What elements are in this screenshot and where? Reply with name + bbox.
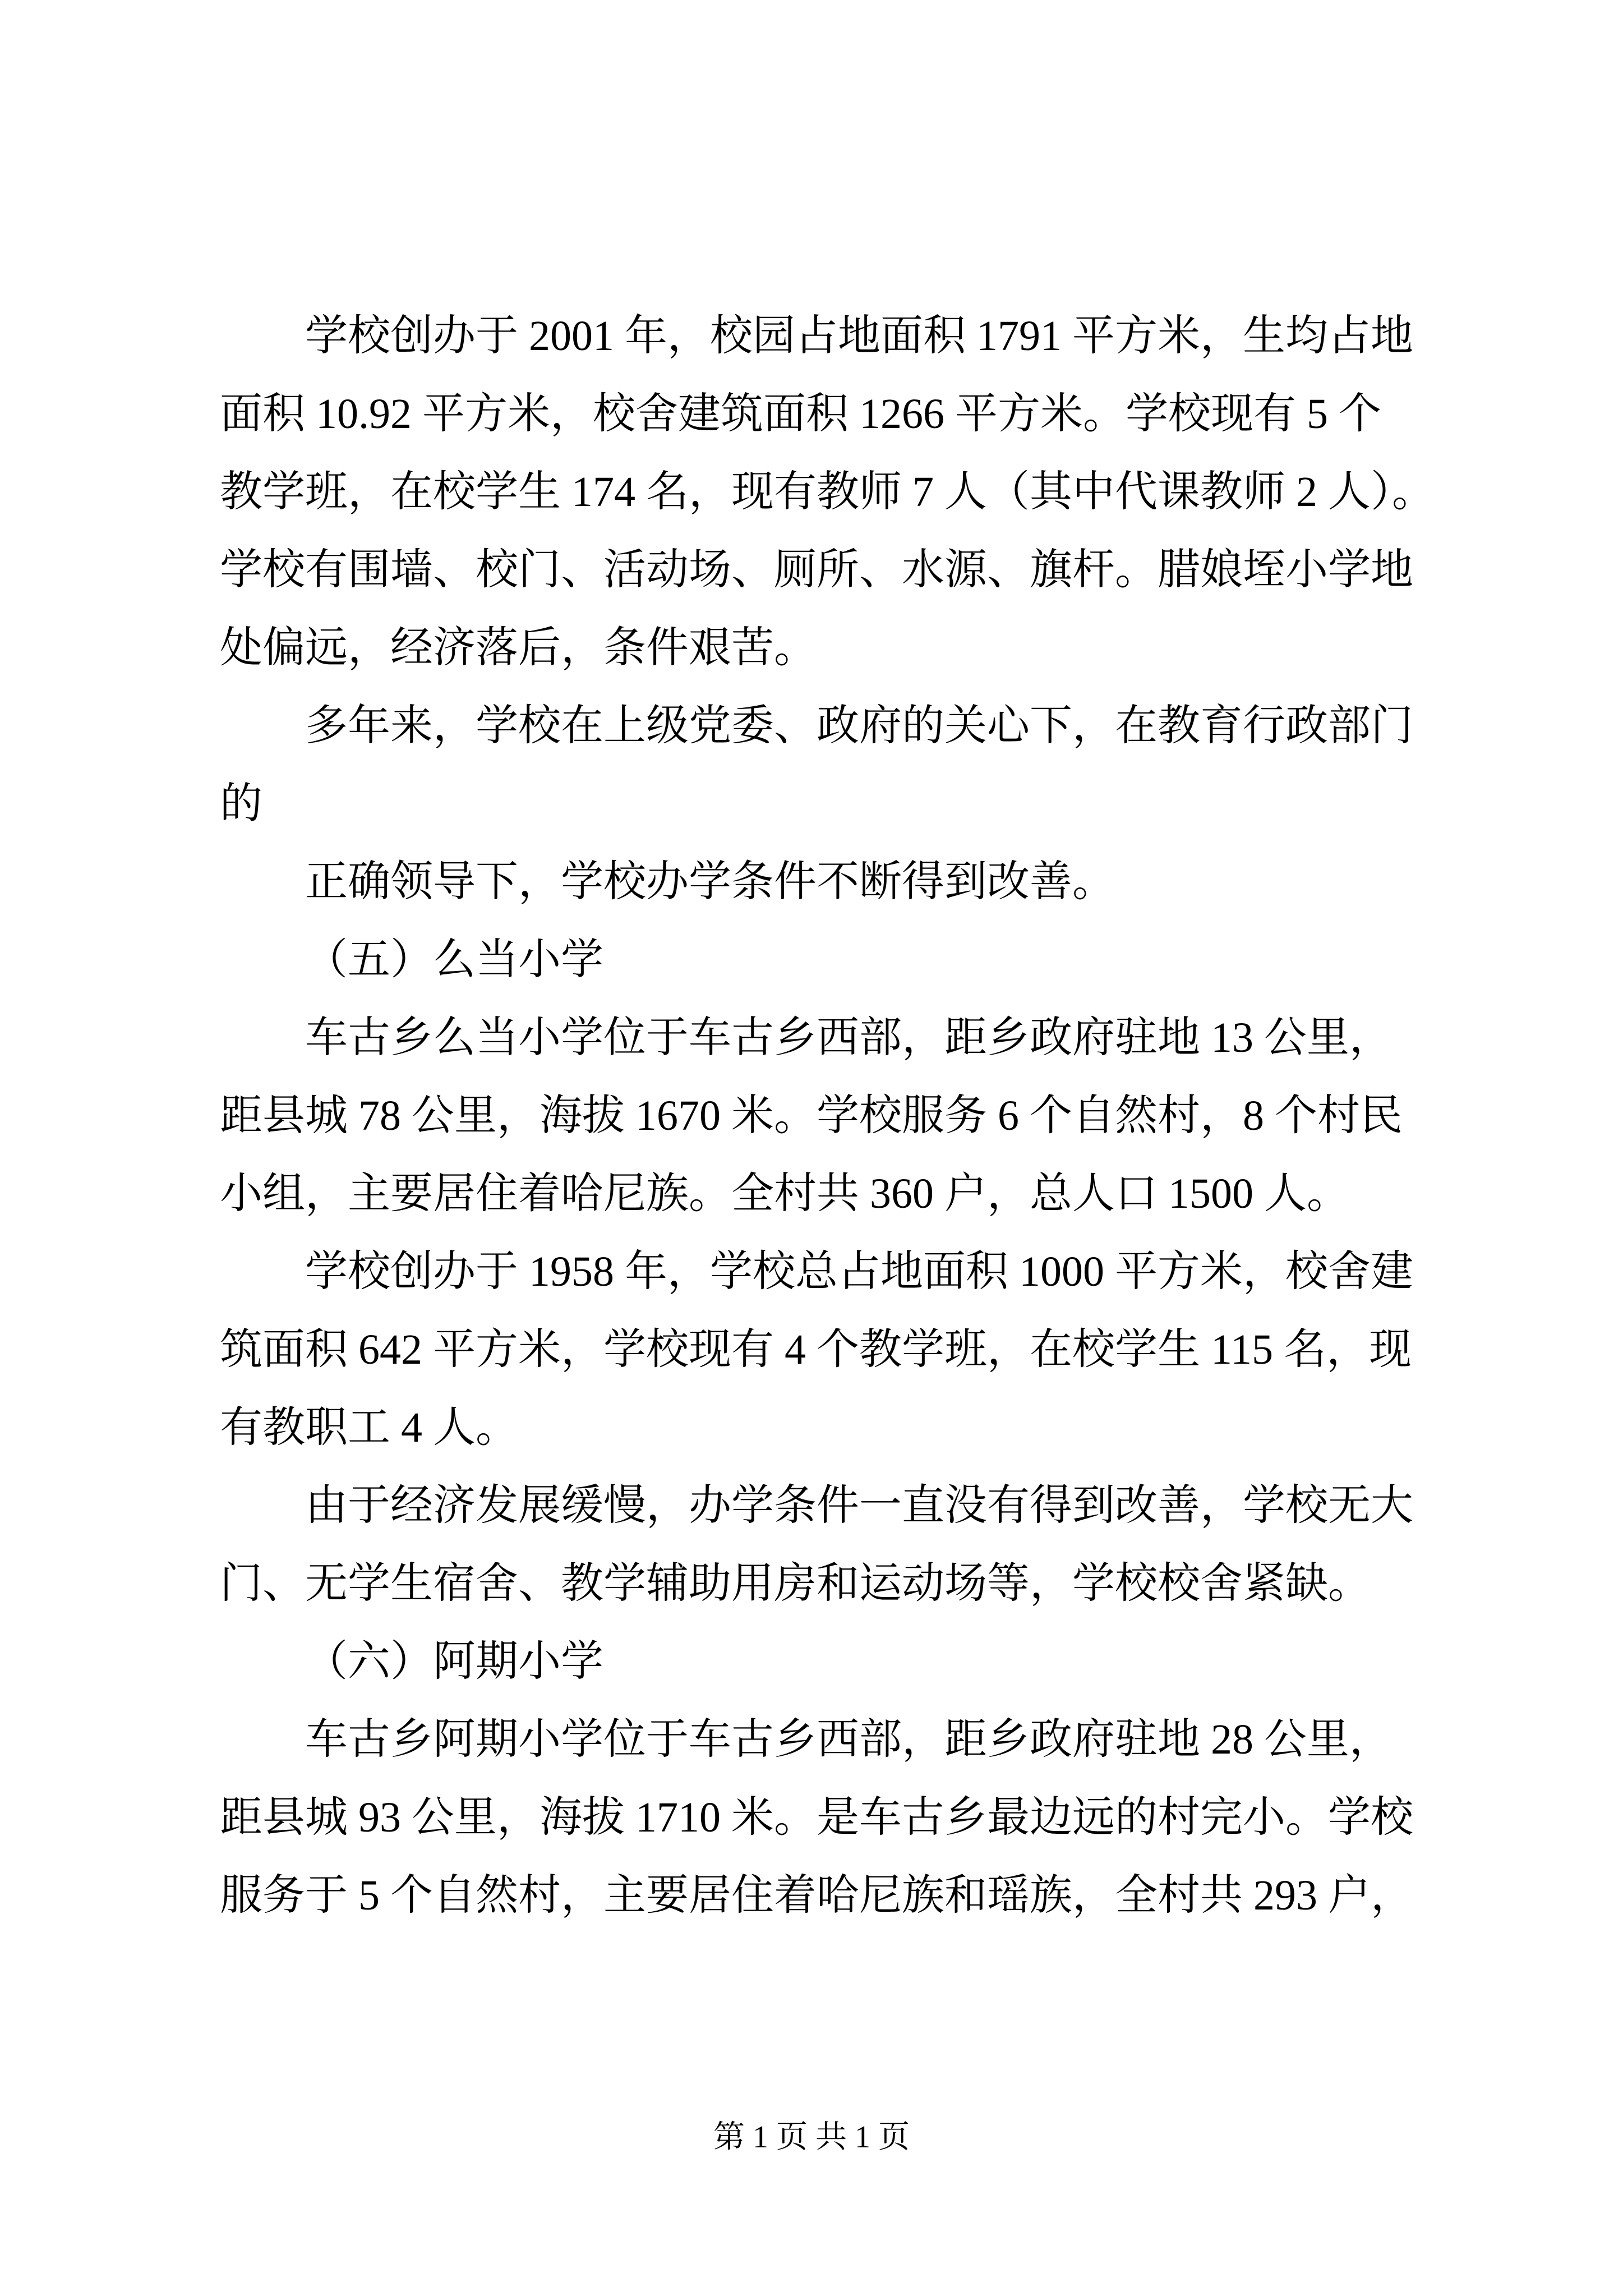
text-line: 车古乡么当小学位于车古乡西部，距乡政府驻地 13 公里， — [305, 1014, 1392, 1061]
text-line: 车古乡阿期小学位于车古乡西部，距乡政府驻地 28 公里， — [305, 1716, 1392, 1763]
text-line: 筑面积 642 平方米，学校现有 4 个教学班，在校学生 115 名，现 — [220, 1326, 1412, 1373]
text-line: 处偏远，经济落后，条件艰苦。 — [220, 624, 817, 671]
text-line: 小组，主要居住着哈尼族。全村共 360 户，总人口 1500 人。 — [220, 1170, 1349, 1217]
text-line: 的 — [220, 780, 262, 827]
text-line: 学校创办于 1958 年，学校总占地面积 1000 平方米，校舍建 — [305, 1248, 1413, 1295]
text-line: 多年来，学校在上级党委、政府的关心下，在教育行政部门 — [305, 702, 1413, 749]
text-line: 正确领导下，学校办学条件不断得到改善。 — [305, 858, 1115, 905]
text-line: 面积 10.92 平方米，校舍建筑面积 1266 平方米。学校现有 5 个 — [220, 390, 1381, 438]
page-footer: 第 1 页 共 1 页 — [713, 2120, 910, 2155]
text-line: 门、无学生宿舍、教学辅助用房和运动场等，学校校舍紧缺。 — [220, 1560, 1371, 1607]
text-line: 教学班，在校学生 174 名，现有教师 7 人（其中代课教师 2 人）。 — [220, 468, 1435, 516]
text-line: 距县城 78 公里，海拔 1670 米。学校服务 6 个自然村，8 个村民 — [220, 1092, 1403, 1139]
document-body — [220, 297, 1435, 1935]
text-line: （六）阿期小学 — [305, 1638, 603, 1685]
text-line: 由于经济发展缓慢，办学条件一直没有得到改善，学校无大 — [305, 1482, 1413, 1529]
text-line: 服务于 5 个自然村，主要居住着哈尼族和瑶族，全村共 293 户， — [220, 1872, 1413, 1919]
text-line: 距县城 93 公里，海拔 1710 米。是车古乡最边远的村完小。学校 — [220, 1794, 1413, 1841]
text-line: 学校创办于 2001 年，校园占地面积 1791 平方米，生均占地 — [305, 312, 1413, 360]
text-line: 学校有围墙、校门、活动场、厕所、水源、旗杆。腊娘垤小学地 — [220, 546, 1413, 593]
text-line: 有教职工 4 人。 — [220, 1404, 518, 1451]
text-line: （五）么当小学 — [305, 936, 603, 983]
